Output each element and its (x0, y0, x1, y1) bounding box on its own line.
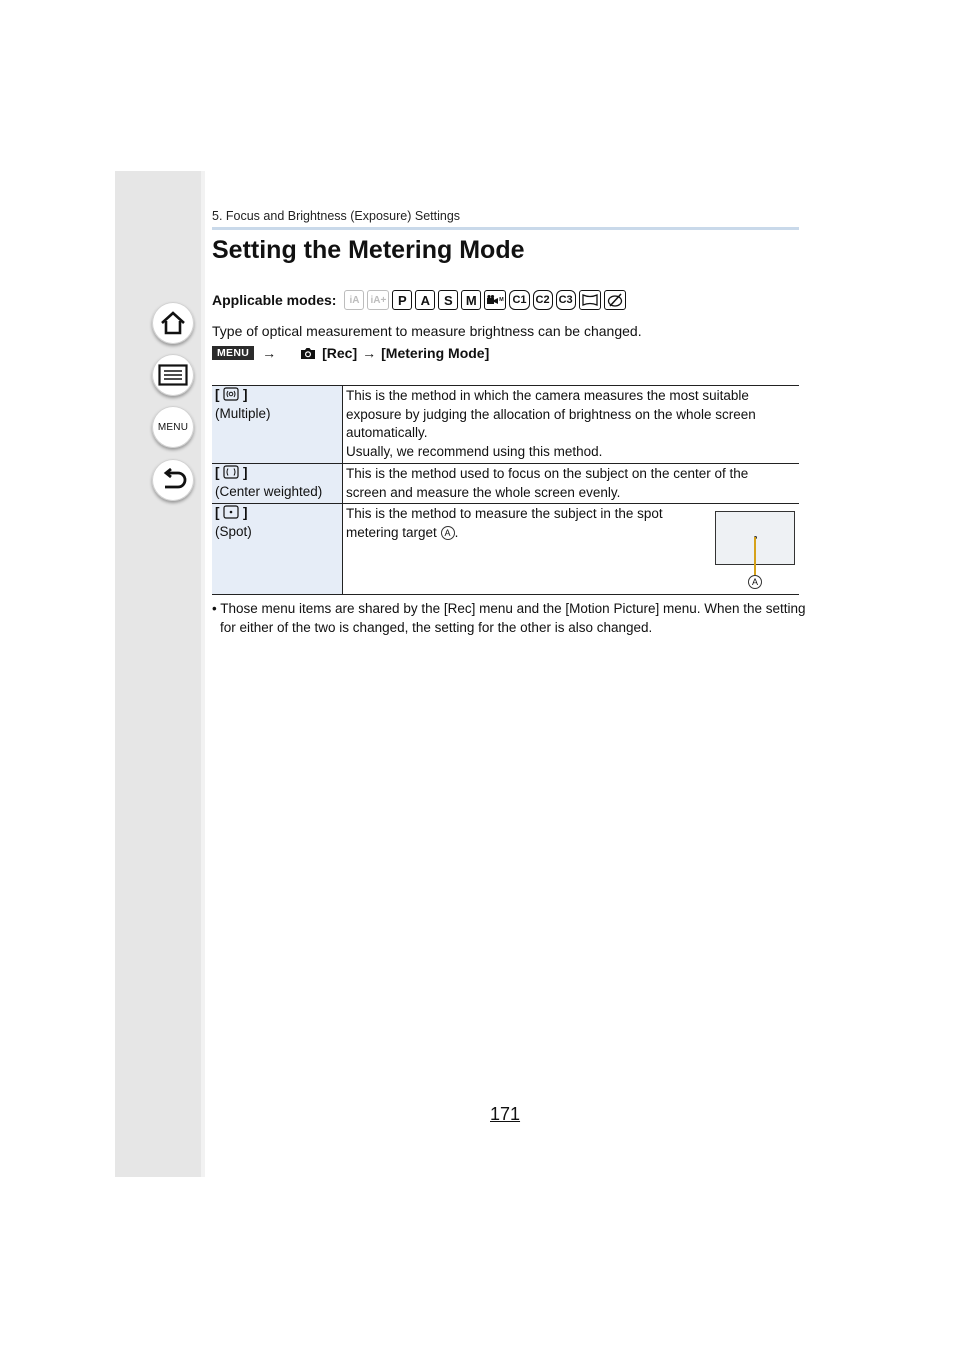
section-header: 5. Focus and Brightness (Exposure) Settings (212, 209, 461, 223)
path-rec: [Rec] (322, 345, 358, 361)
menu-button-label: MENU (157, 421, 189, 433)
row-name-multiple (212, 386, 343, 464)
home-button[interactable] (152, 302, 194, 344)
mode-p-icon: P (392, 290, 412, 310)
applicable-modes (212, 289, 629, 311)
row-desc-center-weighted: This is the method used to focus on the subject on the center of the screen and measure the whole screen evenly. (343, 463, 800, 503)
mode-ia-plus-icon: iA+ (367, 290, 389, 310)
metering-mode-table (212, 385, 799, 595)
page-number: 171 (490, 1104, 521, 1124)
menu-button[interactable] (152, 406, 194, 448)
contents-button[interactable] (152, 354, 194, 396)
spot-symbol: [ ] (215, 505, 248, 521)
multiple-symbol: [ ] (215, 387, 248, 402)
back-button[interactable] (152, 459, 194, 501)
mode-s-icon: S (438, 290, 458, 310)
metering-spot-icon (223, 505, 239, 519)
mode-panorama-icon (579, 290, 601, 310)
mode-ia-icon: iA (344, 290, 364, 310)
callout-a-label: A (748, 575, 762, 589)
sidebar-edge (201, 171, 205, 1177)
metering-center-weighted-icon (223, 465, 239, 479)
note-text: • Those menu items are shared by the [Rec] menu and the [Motion Picture] menu. When the setting for either of the two is changed, the setting for the other is also changed. (212, 601, 806, 635)
metering-multiple-icon (223, 387, 239, 401)
mode-c3-icon: C3 (556, 290, 576, 310)
menu-path (212, 345, 489, 361)
row-name-center-weighted (212, 463, 343, 503)
list-icon (158, 364, 188, 386)
menu-badge: MENU (212, 346, 254, 360)
path-arrow: → (262, 345, 277, 361)
camera-icon (300, 347, 316, 360)
table-row (212, 386, 799, 464)
mode-c1-icon: C1 (509, 290, 529, 310)
home-icon (159, 310, 187, 336)
intro-text: Type of optical measurement to measure brightness can be changed. (212, 323, 642, 339)
table-row (212, 463, 799, 503)
path-arrow-2: → (362, 345, 377, 361)
row-name-spot (212, 504, 343, 595)
back-arrow-icon (159, 468, 187, 492)
mode-c2-icon: C2 (533, 290, 553, 310)
header-rule (212, 227, 799, 230)
callout-a-marker: A (441, 526, 455, 540)
mode-m-icon: M (461, 290, 481, 310)
applicable-modes-label: Applicable modes: (212, 292, 337, 308)
mode-creative-video-icon: ᴹ (484, 290, 506, 310)
callout-line (754, 537, 756, 577)
center-weighted-symbol: [ ] (215, 464, 248, 480)
multiple-label: (Multiple) (215, 405, 271, 421)
path-metering-mode: [Metering Mode] (381, 345, 490, 361)
row-desc-spot: This is the method to measure the subject in the spot metering target A . A (343, 504, 800, 595)
mode-creative-control-icon (604, 290, 626, 310)
center-weighted-label: (Center weighted) (215, 483, 323, 499)
spot-label: (Spot) (215, 523, 252, 539)
table-row (212, 504, 799, 595)
mode-a-icon: A (415, 290, 435, 310)
page-title: Setting the Metering Mode (212, 236, 525, 264)
row-desc-multiple: This is the method in which the camera measures the most suitable exposure by judging the allocation of brightness on the whole screen automatically. Usually, we recommend using this method. (343, 386, 800, 464)
